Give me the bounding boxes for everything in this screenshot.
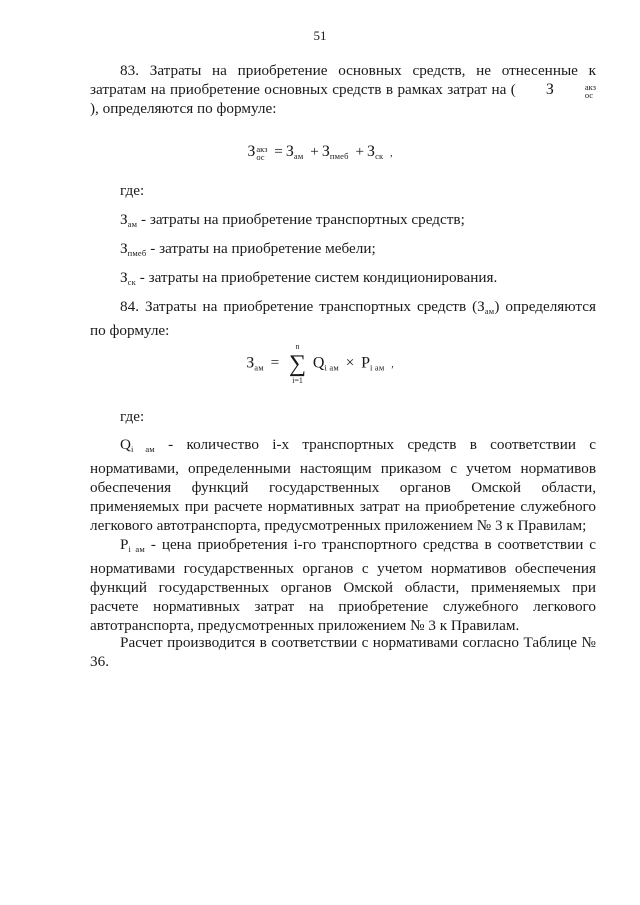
- where-label-1: где:: [120, 182, 145, 199]
- formula1-term-sk: З: [367, 143, 376, 160]
- formula2-times: ×: [345, 354, 355, 372]
- formula2-lhs: З: [246, 354, 255, 372]
- where-label-2: где:: [120, 408, 145, 425]
- formula1-lhs: З: [247, 143, 256, 160]
- definition-q: $Q_{i ам}$ - количество i-х транспортных средств в соответствии с нормативами, определенными настоящим приказом с учетом нормативов обеспечения функций государственных органов Омской области, применяемых при расчете нормативных затрат на приобретение служебного легкового автотранспорта, предусмотренных приложением № 3 к Правилам;: [90, 436, 596, 534]
- formula1-plus-2: +: [355, 143, 365, 160]
- formula1-lhs-indices: акз ос: [256, 144, 268, 162]
- final-paragraph: Расчет производится в соответствии с нормативами согласно Таблице № 36.: [90, 634, 596, 670]
- formula1-equals: =: [274, 143, 283, 160]
- symbol-z-akz-os: З акз ос: [545, 81, 596, 100]
- formula-total-fixed-assets: З акз ос = $З_{ам} + З_{пмеб} + З_{ск}$ ,: [247, 143, 393, 162]
- paragraph-83-text-after: ), определяются по формуле:: [90, 100, 277, 117]
- formula2-equals: =: [270, 354, 280, 372]
- definition-z-pmeb: $З_{пмеб}$ - затраты на приобретение мебели;: [120, 240, 376, 258]
- formula2-comma: ,: [391, 359, 394, 371]
- formula2-p: P: [361, 354, 370, 372]
- summation-symbol: n ∑ i=1: [289, 342, 307, 385]
- paragraph-84: 84. Затраты на приобретение транспортных средств $(З_{ам})$ определяются по формуле:: [90, 298, 596, 339]
- definition-z-am: $З_{ам}$ - затраты на приобретение транспортных средств;: [120, 211, 465, 229]
- paragraph-83: [90, 61, 596, 118]
- formula1-term-am: З: [285, 143, 294, 160]
- formula1-term-pmeb: З: [321, 143, 330, 160]
- paragraph-83-text-before: 83. Затраты на приобретение основных средств, не отнесенные к затратам на приобретение основных средств в рамках затрат на (: [90, 62, 596, 98]
- formula2-q: Q: [312, 354, 325, 372]
- page-number: 51: [313, 28, 327, 43]
- formula1-plus-1: +: [310, 143, 319, 160]
- formula1-comma: ,: [390, 148, 393, 159]
- definition-z-sk: $З_{ск}$ - затраты на приобретение систем кондиционирования.: [120, 269, 498, 287]
- formula-transport-costs: $З_{ам}$ = n ∑ i=1 $Q_{i ам} \times P_{i ам}$ ,: [246, 342, 394, 385]
- definition-p: $P_{i ам}$ - цена приобретения i-го транспортного средства в соответствии с нормативами государственных органов с учетом нормативов обеспечения функций государственных органов Омской области, применяемых при расчете нормативных затрат на приобретение служебного легкового автотранспорта, предусмотренных приложением № 3 к Правилам.: [90, 536, 596, 634]
